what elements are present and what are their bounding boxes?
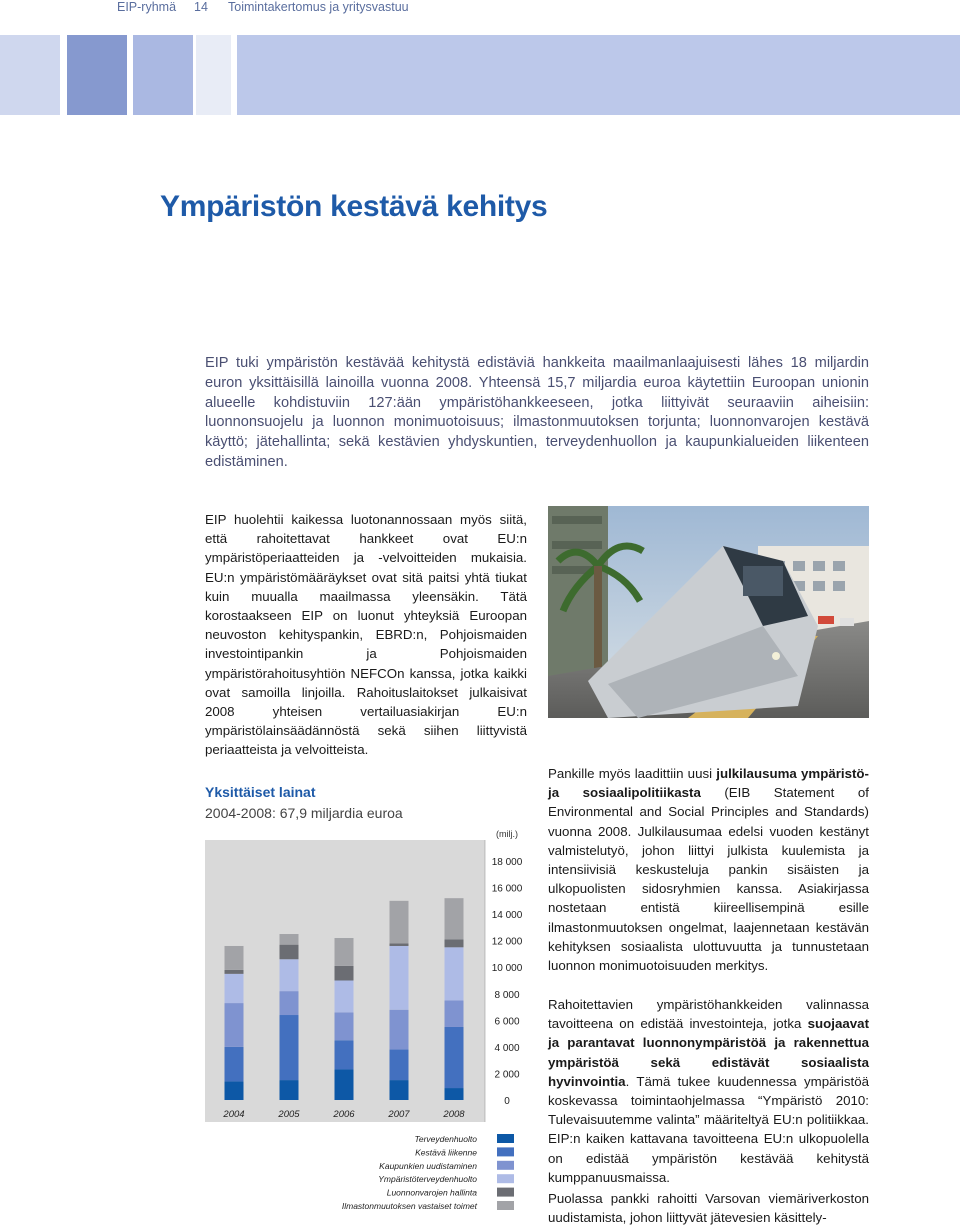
bar-segment (225, 1081, 244, 1100)
decor-band (237, 35, 960, 115)
body-paragraph-left: EIP huolehtii kaikessa luotonannossaan myös siitä, että rahoitettavat hankkeet ovat EU:n ympäristöperiaatteiden ja -velvoitteiden mukaisia. EU:n ympäristömääräykset ovat sitä paitsi yhtä tiukat kuin muualla maailmassa yleensäkin. Tätä korostaakseen EIP on luonut yhteyksiä Euroopan neuvoston kehityspankin, EBRD:n, Pohjoismaiden investointipankin ja Pohjoismaiden ympäristörahoitusyhtiön NEFCOn kanssa, jotka kaikki ovat samoilla linjoilla. Rahoituslaitokset julkaisivat 2008 yhteisen vertailuasiakirjan EU:n ympäristölainsäädännöstä sekä siihen liittyvistä periaatteista ja velvoitteista. (205, 512, 527, 758)
text-run: . Tämä tukee kuudennessa ympäristöä koskevassa toimintaohjelmassa “Ympäristö 2010: Tulevaisuutemme valinta” määriteltyä EU:n politiikkaa. EIP:n kaiken kattavana tavoitteena EU:n ulkopuolella on edistää ympäristön kestävää kehitystä kumppanuusmaissa. (548, 1073, 869, 1185)
intro-paragraph: EIP tuki ympäristön kestävää kehitystä edistäviä hankkeita maailmanlaajuisesti lähes 18 miljardin euron yksittäisillä lainoilla vuonna 2008. Yhteensä 15,7 miljardia euroa käytettiin Euroopan unionin alueelle kohdistuviin 127:ään ympäristöhankkeeseen, jotka liittyivät seuraaviin aiheisiin: luonnonsuojelu ja luonnon monimuotoisuus; ilmastonmuutoksen torjunta; luonnonvarojen kestävä käyttö; jätehallinta; sekä kestävien yhdyskuntien, terveydenhuollon ja kaupunkialueiden liikenteen edistäminen. (205, 355, 869, 470)
bar-segment (280, 1080, 299, 1100)
bar-segment (280, 1015, 299, 1080)
bar-segment (225, 1003, 244, 1047)
bar-segment (225, 1047, 244, 1082)
bar-segment (280, 959, 299, 991)
x-tick-label: 2005 (278, 1109, 300, 1120)
bar-segment (225, 974, 244, 1003)
legend-label: Ympäristöterveydenhuolto (378, 1174, 477, 1185)
y-tick-label: 14 000 (491, 910, 523, 922)
legend-swatch (497, 1188, 514, 1197)
page-title: Ympäristön kestävä kehitys (160, 190, 548, 223)
x-tick-label: 2008 (443, 1109, 465, 1120)
decor-tile (196, 35, 231, 115)
legend-swatch (497, 1134, 514, 1143)
header-report-title: Toimintakertomus ja yritysvastuu (228, 0, 409, 14)
text-emphasis: julkilausuma ympäristö- ja sosiaalipolitiikasta (548, 766, 869, 801)
chart-title: Yksittäiset lainat (205, 784, 316, 800)
bar-segment (335, 938, 354, 966)
bar-segment (335, 1069, 354, 1100)
decor-tile (67, 35, 127, 115)
bar-segment (225, 970, 244, 974)
bar-segment (445, 1000, 464, 1027)
header-section[interactable]: EIP-ryhmä (117, 0, 177, 14)
text-run: Pankille myös laadittiin uusi (548, 766, 717, 781)
y-tick-label: 8 000 (494, 989, 520, 1001)
loans-chart (205, 825, 530, 1220)
body-paragraph-right-3: Puolassa pankki rahoitti Varsovan viemäriverkoston uudistamista, johon liittyvät jätevesien käsittely- (548, 1191, 869, 1226)
bar-segment (280, 991, 299, 1015)
bar-segment (390, 1050, 409, 1081)
bar-segment (335, 1040, 354, 1069)
bar-segment (390, 901, 409, 943)
running-header (0, 0, 960, 20)
x-tick-label: 2007 (388, 1109, 410, 1120)
body-paragraph-right-2 (548, 995, 869, 1187)
bar-segment (280, 945, 299, 960)
y-tick-label: 18 000 (491, 857, 523, 868)
bar-segment (445, 1088, 464, 1100)
legend-label: Terveydenhuolto (414, 1134, 477, 1144)
bar-segment (445, 947, 464, 1000)
legend-label: Kestävä liikenne (415, 1147, 477, 1158)
text-run: vuonna 2008. Julkilausumaa edelsi vuoden kestänyt valmistelutyö, johon liittyi julkista kuulemista ja intensiivisiä keskusteluja pankin sisäisten ja ulkopuolisten sidosryhmien kanssa. Asiakirjassa nostetaan entistä kiireellisempinä esille ilmastonmuutoksen ongelmat, laajennetaan kestävän kehityksen sosiaalista ulottuvuutta ja tunnustetaan luonnon monimuotoisuuden merkitys. (548, 823, 869, 974)
bar-segment (445, 939, 464, 947)
legend-label: Luonnonvarojen hallinta (386, 1187, 477, 1198)
text-emphasis: suojaavat ja parantavat luonnonympäristöä ja rakennettua ympäristöä sekä edistävät sosiaalista hyvinvointia (548, 1016, 869, 1089)
y-tick-label: 6 000 (494, 1016, 520, 1028)
bar-segment (445, 898, 464, 939)
legend-label: Kaupunkien uudistaminen (379, 1160, 477, 1171)
bar-segment (390, 1010, 409, 1050)
legend-swatch (497, 1147, 514, 1156)
bar-segment (335, 966, 354, 981)
y-tick-label: 2 000 (494, 1069, 520, 1081)
tram-photo (548, 506, 869, 718)
y-tick-label: 16 000 (491, 883, 523, 895)
body-paragraph-right-1 (548, 764, 869, 975)
legend-swatch (497, 1201, 514, 1210)
legend-swatch (497, 1161, 514, 1170)
text-run: Rahoitettavien ympäristöhankkeiden valinnassa tavoitteena on edistää investointeja, jotka (548, 997, 869, 1032)
header-page-number: 14 (194, 0, 208, 14)
legend-label: Ilmastonmuutoksen vastaiset toimet (341, 1201, 477, 1211)
decor-tile (133, 35, 193, 115)
text-run: (EIB Statement of Environmental and Social Principles and Standards) (548, 785, 869, 820)
chart-unit-label: (milj.) (496, 829, 518, 839)
decor-tile (0, 35, 60, 115)
chart-svg (205, 825, 530, 1220)
y-tick-label: 12 000 (491, 936, 523, 948)
y-tick-label: 0 (504, 1096, 510, 1107)
bar-segment (445, 1027, 464, 1088)
bar-segment (390, 1080, 409, 1100)
bar-segment (225, 946, 244, 970)
legend-swatch (497, 1174, 514, 1183)
bar-segment (335, 1012, 354, 1040)
bar-segment (335, 981, 354, 1013)
bar-segment (390, 943, 409, 946)
x-tick-label: 2004 (223, 1109, 245, 1120)
y-tick-label: 4 000 (494, 1042, 520, 1054)
bar-segment (390, 946, 409, 1010)
chart-subtitle: 2004-2008: 67,9 miljardia euroa (205, 805, 403, 821)
bar-segment (280, 934, 299, 945)
y-tick-label: 10 000 (491, 963, 523, 975)
x-tick-label: 2006 (333, 1109, 355, 1120)
